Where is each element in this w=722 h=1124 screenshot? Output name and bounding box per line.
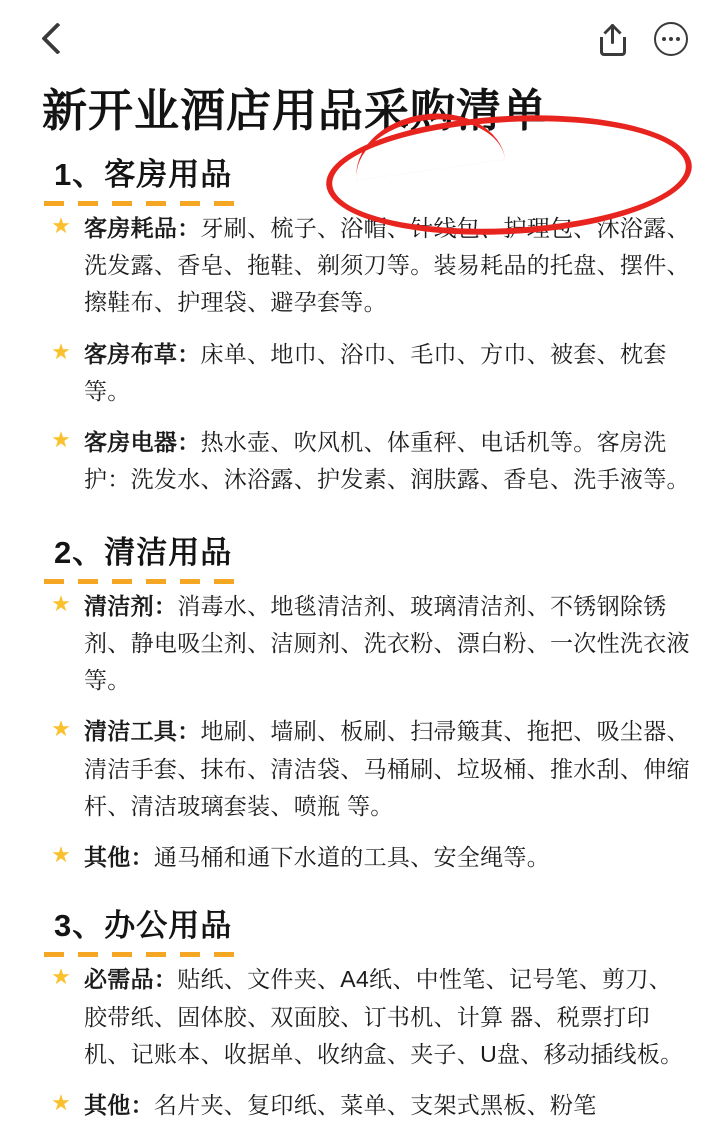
more-options-icon[interactable] xyxy=(654,22,688,56)
list-item xyxy=(44,1087,692,1124)
list-item xyxy=(44,961,692,1073)
list-item-body: 通马桶和通下水道的工具、安全绳等。 xyxy=(153,844,551,871)
section-office-supplies xyxy=(44,900,692,1124)
list-item-body: 消毒水、地毯清洁剂、玻璃清洁剂、不锈钢除锈剂、静电吸尘剂、洁厕剂、洗衣粉、漂白粉、一次性洗衣液等。 xyxy=(84,592,690,694)
star-icon: ★ xyxy=(51,964,71,990)
list-item xyxy=(44,713,692,825)
list-item-body: 地刷、墙刷、板刷、扫帚簸萁、拖把、吸尘器、清洁手套、抹布、清洁袋、马桶刷、垃圾桶、推水刮、伸缩杆、清洁玻璃套装、喷瓶 等。 xyxy=(84,718,690,819)
star-icon: ★ xyxy=(51,1090,71,1116)
section-gap xyxy=(44,890,692,900)
dashed-underline xyxy=(44,201,246,206)
list-item-label: 必需品： xyxy=(84,966,178,993)
share-icon[interactable] xyxy=(598,22,628,56)
title-area xyxy=(0,78,722,139)
list-item-label: 客房电器： xyxy=(84,429,201,456)
list-item-body: 贴纸、文件夹、A4纸、中性笔、记号笔、剪刀、胶带纸、固体胶、双面胶、订书机、计算 器、税票打印机、记账本、收据单、收纳盒、夹子、U盘、移动插线板。 xyxy=(84,966,684,1067)
list-item-label: 客房布草： xyxy=(84,340,201,367)
section-heading-1 xyxy=(44,149,238,194)
section-title: 3、办公用品 xyxy=(54,908,233,944)
more-dot xyxy=(662,37,666,41)
star-icon: ★ xyxy=(51,842,71,868)
list-item-body: 床单、地巾、浴巾、毛巾、方巾、被套、枕套等。 xyxy=(84,340,667,404)
dashed-underline xyxy=(44,952,246,957)
star-icon: ★ xyxy=(51,590,71,616)
list-item-text xyxy=(84,713,692,825)
section-gap xyxy=(44,513,692,527)
list-item-text xyxy=(84,588,692,700)
star-icon: ★ xyxy=(51,212,71,238)
list-item-label: 其他： xyxy=(84,1092,154,1119)
list-item xyxy=(44,839,692,876)
list-item xyxy=(44,336,692,411)
section-room-supplies xyxy=(44,149,692,499)
top-bar xyxy=(0,0,722,78)
section-title: 1、客房用品 xyxy=(54,156,233,192)
section-cleaning-supplies xyxy=(44,527,692,877)
more-dot xyxy=(669,37,673,41)
list-item-label: 清洁工具： xyxy=(84,718,201,745)
list-item-body: 热水壶、吹风机、体重秤、电话机等。客房洗护：洗发水、沐浴露、护发素、润肤露、香皂、洗手液等。 xyxy=(84,429,690,493)
list-item-body: 名片夹、复印纸、菜单、支架式黑板、粉笔 xyxy=(153,1092,597,1119)
back-icon[interactable] xyxy=(40,17,70,61)
star-icon: ★ xyxy=(51,427,71,453)
list-item xyxy=(44,424,692,499)
page-title: 新开业酒店用品采购清单 xyxy=(42,85,549,136)
list-item-label: 客房耗品： xyxy=(84,214,201,241)
section-heading-2 xyxy=(44,527,238,572)
list-item-text xyxy=(84,424,692,499)
list-item-text xyxy=(84,961,692,1073)
list-item-label: 其他： xyxy=(84,844,154,871)
list-item xyxy=(44,588,692,700)
list-item-text xyxy=(84,210,692,322)
section-heading-3 xyxy=(44,900,238,945)
star-icon: ★ xyxy=(51,716,71,742)
dashed-underline xyxy=(44,579,246,584)
top-actions xyxy=(598,22,688,56)
content-body xyxy=(0,149,722,1124)
list-item-text xyxy=(84,839,692,876)
more-dot xyxy=(676,37,680,41)
list-item-body: 牙刷、梳子、浴帽、针线包、护理包、沐浴露、洗发露、香皂、拖鞋、剃须刀等。装易耗品的托盘、摆件、擦鞋布、护理袋、避孕套等。 xyxy=(84,214,690,316)
section-title: 2、清洁用品 xyxy=(54,534,233,570)
list-item-text xyxy=(84,336,692,411)
star-icon: ★ xyxy=(51,338,71,364)
list-item-label: 清洁剂： xyxy=(84,592,178,619)
list-item xyxy=(44,210,692,322)
list-item-text xyxy=(84,1087,692,1124)
